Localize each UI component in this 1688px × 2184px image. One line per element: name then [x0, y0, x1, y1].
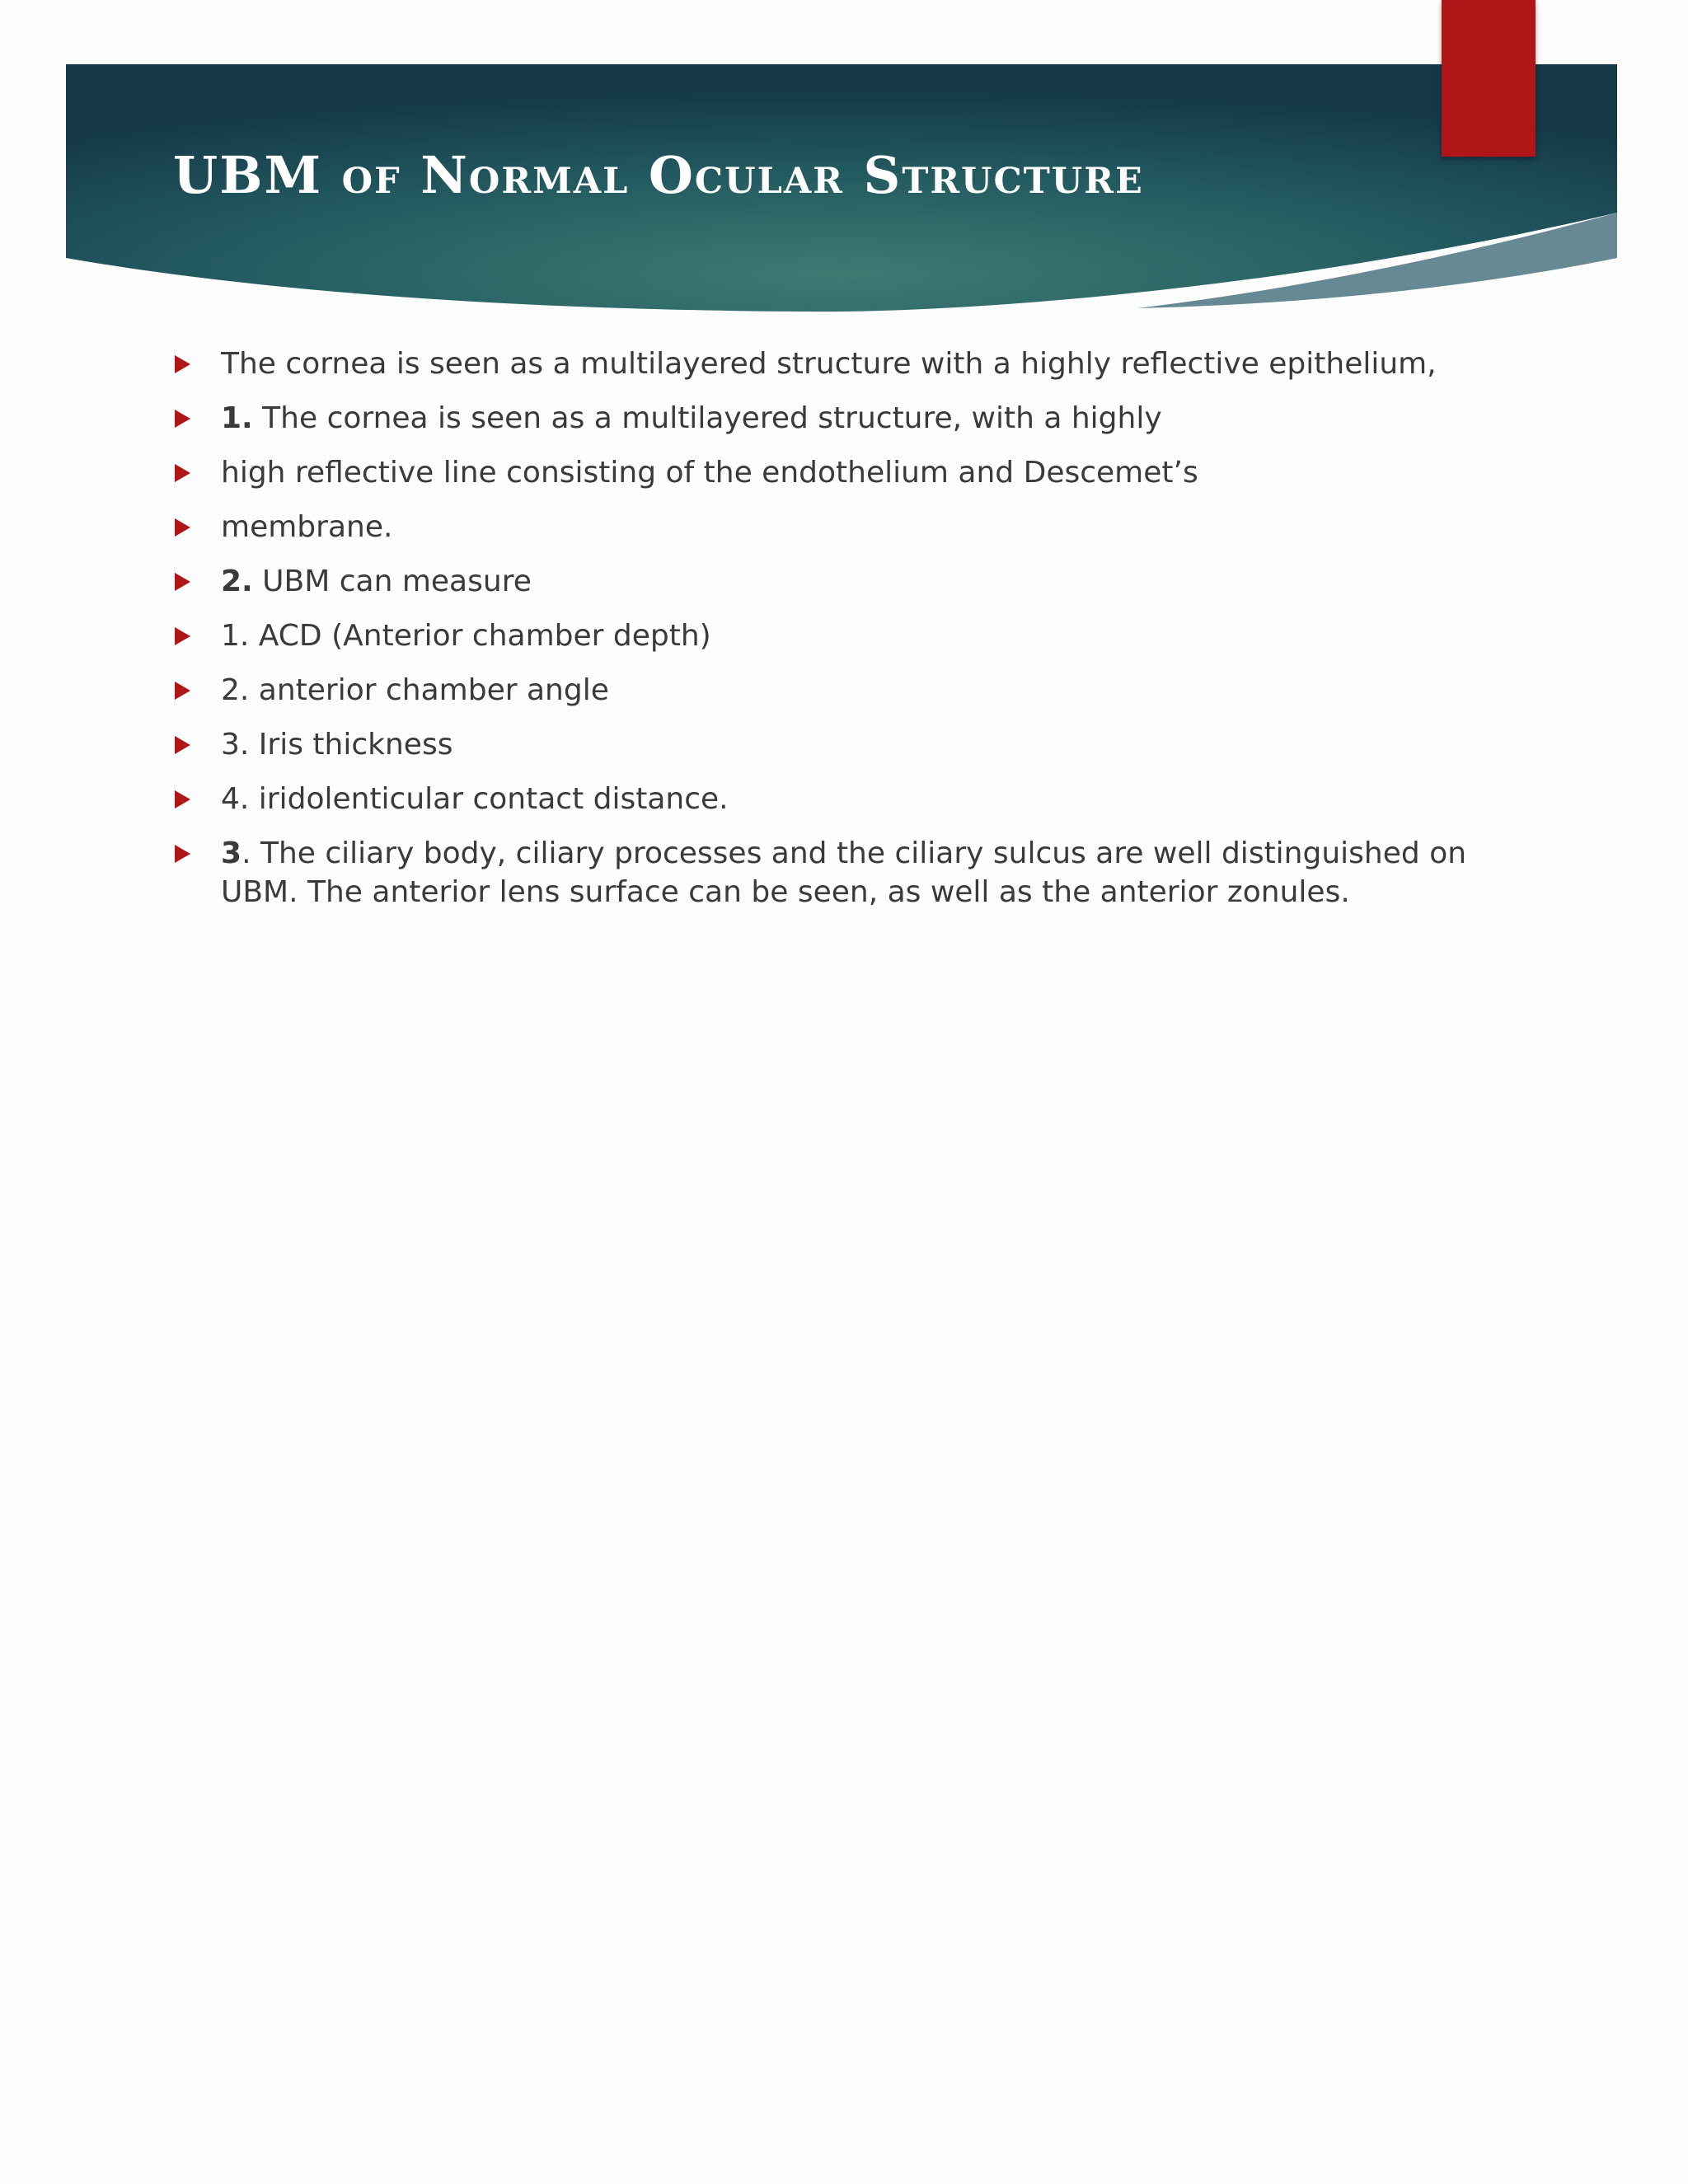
- bullet-text: [221, 728, 452, 762]
- bullet-prefix: 2.: [221, 565, 253, 598]
- bullet-text: [221, 619, 711, 653]
- slide-title: UBM of Normal Ocular Structure: [173, 145, 1144, 205]
- triangle-bullet-icon: [175, 627, 190, 645]
- bullet-item: [173, 562, 1492, 601]
- bullet-item: [173, 616, 1492, 655]
- triangle-bullet-icon: [175, 355, 190, 373]
- bullet-body: 4. iridolenticular contact distance.: [221, 782, 729, 816]
- bullet-prefix: 3: [221, 837, 242, 870]
- bullet-body: The cornea is seen as a multilayered structure with a highly reflective epithelium,: [221, 347, 1437, 381]
- bullet-text: [221, 673, 609, 707]
- bullet-body: 1. ACD (Anterior chamber depth): [221, 619, 711, 653]
- bullet-item: [173, 725, 1492, 764]
- triangle-bullet-icon: [175, 682, 190, 700]
- bullet-text: [221, 837, 1466, 909]
- bullet-body: 3. Iris thickness: [221, 728, 453, 762]
- bullet-prefix: 1.: [221, 401, 253, 435]
- accent-tab: [1442, 0, 1536, 157]
- triangle-bullet-icon: [175, 410, 190, 428]
- bullet-item: [173, 399, 1492, 438]
- bullet-body: UBM can measure: [252, 565, 532, 598]
- bullet-text: [221, 401, 1162, 435]
- bullet-body: membrane.: [221, 510, 393, 544]
- bullet-text: [221, 565, 532, 598]
- bullet-item: [173, 671, 1492, 710]
- bullet-body: . The ciliary body, ciliary processes and the ciliary sulcus are well distinguished on UBM. The anterior lens surface can be seen, as well as the anterior zonules.: [221, 837, 1467, 909]
- bullet-body: 2. anterior chamber angle: [221, 673, 609, 707]
- bullet-text: [221, 347, 1437, 381]
- bullet-item: [173, 780, 1492, 818]
- triangle-bullet-icon: [175, 790, 190, 808]
- triangle-bullet-icon: [175, 464, 190, 482]
- bullet-text: [221, 510, 392, 544]
- bullet-text: [221, 456, 1198, 490]
- triangle-bullet-icon: [175, 736, 190, 754]
- triangle-bullet-icon: [175, 518, 190, 537]
- triangle-bullet-icon: [175, 573, 190, 591]
- bullet-item: [173, 508, 1492, 546]
- bullet-item: [173, 834, 1492, 912]
- bullet-list: [173, 344, 1492, 927]
- triangle-bullet-icon: [175, 845, 190, 863]
- bullet-item: [173, 453, 1492, 492]
- bullet-body: The cornea is seen as a multilayered structure, with a highly: [252, 401, 1162, 435]
- bullet-body: high reflective line consisting of the endothelium and Descemet’s: [221, 456, 1198, 490]
- bullet-item: [173, 344, 1492, 383]
- bullet-text: [221, 782, 729, 816]
